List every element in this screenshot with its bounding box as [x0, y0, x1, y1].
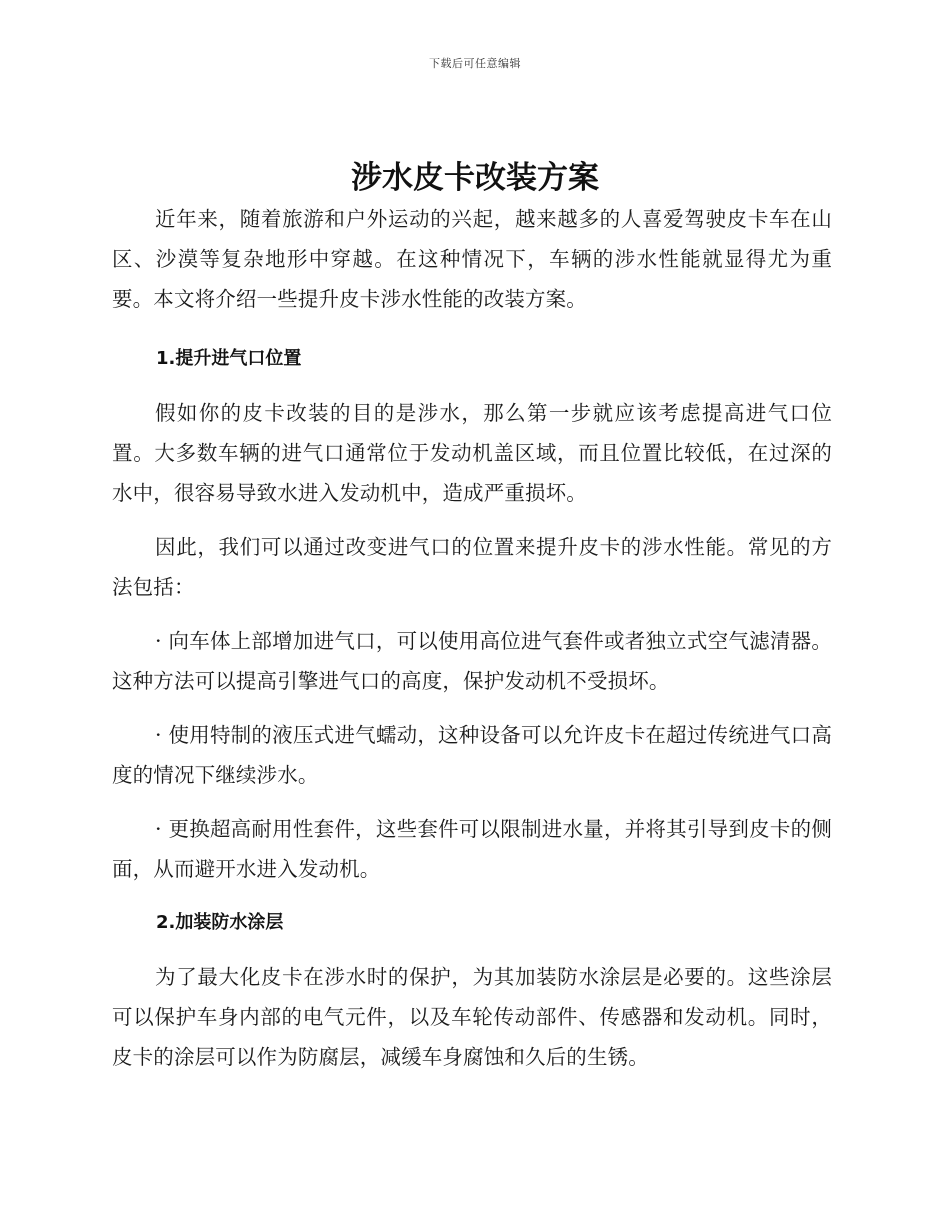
bullet-paragraph: · 更换超高耐用性套件，这些套件可以限制进水量，并将其引导到皮卡的侧面，从而避开水进入发动机。	[112, 817, 832, 881]
document-body	[112, 199, 832, 1091]
section-heading-intake: 1.提升进气口位置	[156, 348, 302, 369]
bullet-paragraph: · 向车体上部增加进气口，可以使用高位进气套件或者独立式空气滤清器。这种方法可以提高引擎进气口的高度，保护发动机不受损坏。	[112, 629, 832, 693]
header-note: 下载后可任意编辑	[429, 57, 521, 70]
paragraph: 假如你的皮卡改装的目的是涉水，那么第一步就应该考虑提高进气口位置。大多数车辆的进气口通常位于发动机盖区域，而且位置比较低，在过深的水中，很容易导致水进入发动机中，造成严重损坏。	[112, 401, 832, 505]
section-heading-coating: 2.加装防水涂层	[156, 912, 284, 933]
paragraph: 为了最大化皮卡在涉水时的保护，为其加装防水涂层是必要的。这些涂层可以保护车身内部的电气元件，以及车轮传动部件、传感器和发动机。同时，皮卡的涂层可以作为防腐层，减缓车身腐蚀和久后的生锈。	[112, 965, 832, 1069]
document-title: 涉水皮卡改装方案	[351, 160, 599, 196]
intro-paragraph: 近年来，随着旅游和户外运动的兴起，越来越多的人喜爱驾驶皮卡车在山区、沙漠等复杂地形中穿越。在这种情况下，车辆的涉水性能就显得尤为重要。本文将介绍一些提升皮卡涉水性能的改装方案。	[112, 207, 832, 311]
paragraph: 因此，我们可以通过改变进气口的位置来提升皮卡的涉水性能。常见的方法包括：	[112, 535, 832, 599]
bullet-paragraph: · 使用特制的液压式进气蠕动，这种设备可以允许皮卡在超过传统进气口高度的情况下继续涉水。	[112, 723, 832, 787]
